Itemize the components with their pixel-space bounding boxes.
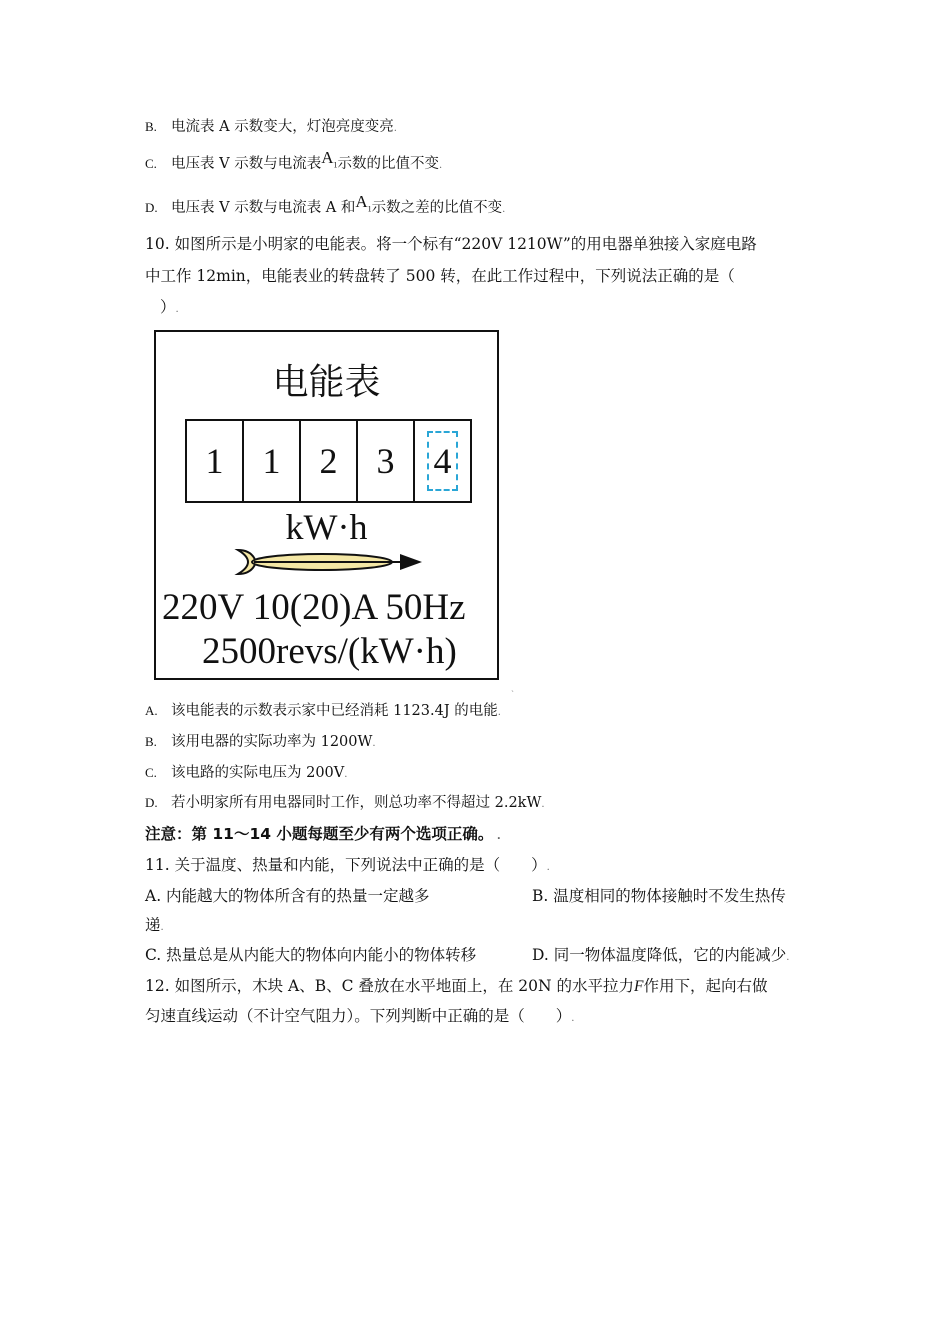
end-mark: . (160, 922, 164, 933)
option-text: 该电能表的示数表示家中已经消耗 1123.4J 的电能 (171, 703, 498, 719)
meter-unit: kW·h (285, 507, 368, 547)
option-text-pre: 电压表 V 示数与电流表 A 和 (171, 200, 356, 216)
q10-option-b (145, 732, 376, 754)
q9-option-c (145, 148, 443, 180)
ammeter-a1-symbol (321, 148, 338, 170)
meter-digit (244, 421, 301, 501)
q11-option-d (532, 945, 789, 968)
q10-stem-line-1: 10. 如图所示是小明家的电能表。将一个标有“220V 1210W”的用电器单独接入家庭电路 (145, 235, 757, 253)
end-mark: . (541, 799, 545, 810)
option-label: C. (145, 765, 157, 780)
option-label: B. (145, 119, 157, 134)
q10-stem-line-3 (160, 297, 179, 320)
meter-digit-display (185, 419, 472, 503)
option-text-post: 示数之差的比值不变 (371, 200, 503, 216)
note-text: 注意：第 11～14 小题每题至少有两个选项正确。 (145, 825, 494, 843)
end-mark: . (786, 952, 790, 963)
ammeter-a1-symbol (355, 192, 372, 214)
q11-option-c: C. 热量总是从内能大的物体向内能小的物体转移 (145, 946, 477, 964)
end-mark: . (393, 123, 397, 134)
meter-digit (187, 421, 244, 501)
q10-stem-line-2: 中工作 12min，电能表业的转盘转了 500 转，在此工作过程中，下列说法正确的是（ (145, 267, 735, 285)
q10-option-d (145, 793, 545, 815)
q11-option-d-text: D. 同一物体温度降低，它的内能减少 (532, 946, 787, 964)
option-text-post: 示数的比值不变 (337, 156, 439, 172)
end-mark: . (571, 1013, 575, 1024)
meter-digit (358, 421, 415, 501)
section-note (145, 824, 501, 847)
q10-option-a (145, 701, 501, 723)
rotor-disc-arrow-icon (230, 542, 430, 582)
q11-option-b-continued (145, 915, 164, 938)
option-text: 该电路的实际电压为 200V (171, 765, 345, 781)
q11-option-b: B. 温度相同的物体接触时不发生热传 (532, 887, 786, 905)
digit-value: 1 (205, 441, 224, 481)
meter-spec-rating: 220V 10(20)A 50Hz (162, 587, 466, 628)
meter-spec-constant: 2500revs/(kW·h) (202, 631, 457, 672)
end-mark: . (497, 707, 501, 718)
subscript-1: 1 (333, 160, 338, 170)
end-mark: . (372, 738, 376, 749)
symbol-a: A (355, 192, 368, 211)
q12-stem-line-2 (145, 1006, 574, 1029)
option-text-pre: 电压表 V 示数与电流表 (171, 156, 322, 172)
q12-text-pre: 12. 如图所示，木块 A、B、C 叠放在水平地面上，在 20N 的水平拉力 (145, 977, 635, 995)
end-mark: . (502, 204, 506, 215)
q12-text-line-2: 匀速直线运动（不计空气阻力）。下列判断中正确的是（ ） (145, 1007, 572, 1025)
q12-stem-line-1 (145, 976, 768, 997)
option-label: B. (145, 734, 157, 749)
option-text: 该用电器的实际功率为 1200W (171, 734, 373, 750)
end-mark: . (546, 862, 550, 873)
option-label: A. (145, 703, 158, 718)
q11-option-b-tail: 递 (145, 916, 161, 934)
figure-anchor-mark: ˎ (511, 683, 514, 693)
end-mark: . (493, 831, 501, 842)
meter-title: 电能表 (272, 362, 381, 403)
meter-digit-decimal (415, 421, 470, 501)
q11-stem (145, 855, 550, 878)
option-text: 若小明家所有用电器同时工作，则总功率不得超过 2.2kW (171, 795, 542, 811)
digit-value: 2 (319, 441, 338, 481)
force-symbol: F (634, 978, 644, 995)
end-mark: . (175, 304, 179, 315)
end-mark: . (344, 769, 348, 780)
symbol-a: A (321, 148, 334, 167)
meter-digit (301, 421, 358, 501)
option-label: D. (145, 200, 158, 215)
option-label: D. (145, 795, 158, 810)
q11-stem-text: 11. 关于温度、热量和内能，下列说法中正确的是（ ） (145, 856, 547, 874)
q9-option-b (145, 117, 397, 139)
decimal-dashed-box (427, 431, 458, 491)
subscript-1: 1 (367, 204, 372, 214)
q9-option-d (145, 192, 506, 224)
option-label: C. (145, 156, 157, 171)
close-paren: ） (160, 298, 176, 316)
q11-option-a: A. 内能越大的物体所含有的热量一定越多 (145, 887, 430, 905)
q10-option-c (145, 763, 347, 785)
end-mark: . (438, 160, 443, 171)
q12-text-post: 作用下，起向右做 (643, 977, 768, 995)
digit-value: 3 (376, 441, 395, 481)
electric-meter-figure (154, 330, 499, 680)
option-text: 电流表 A 示数变大，灯泡亮度变亮 (171, 119, 394, 135)
digit-value: 4 (433, 441, 452, 481)
digit-value: 1 (262, 441, 281, 481)
